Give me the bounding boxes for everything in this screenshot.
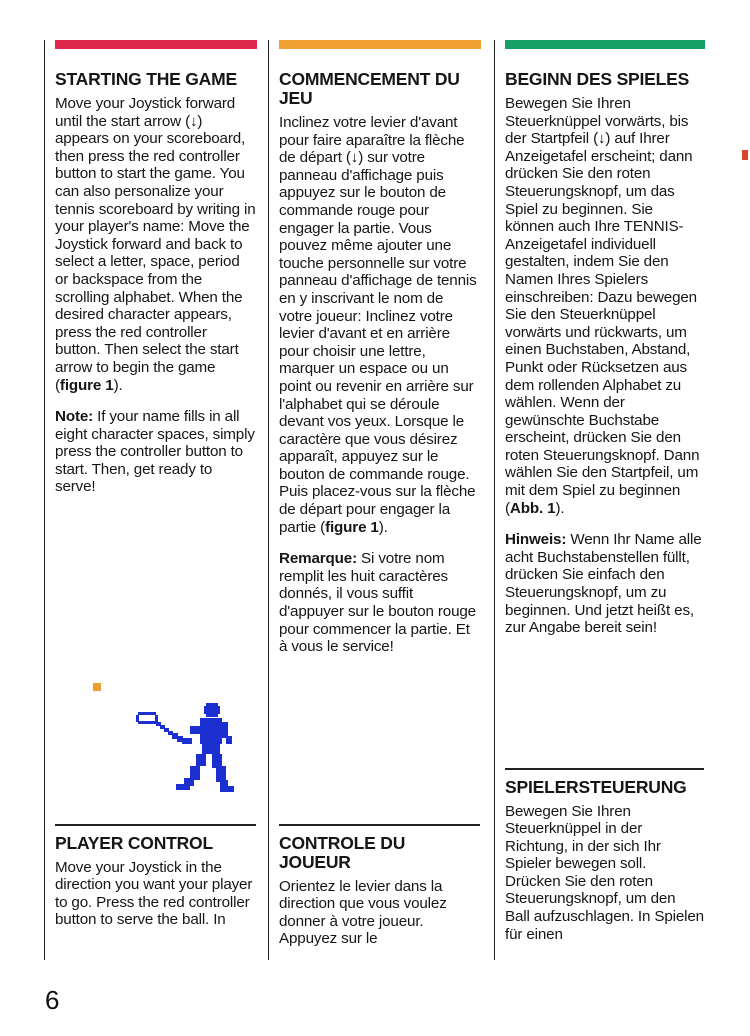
german-heading-2: SPIELERSTEUERUNG xyxy=(505,776,687,797)
french-figure-ref: figure 1 xyxy=(325,518,379,536)
german-section-spielersteuerung xyxy=(505,768,704,943)
german-figure-ref: Abb. 1 xyxy=(509,499,556,517)
french-note: Remarque: Si votre nom remplit les huit caractères donnés, il vous suffit d'appuyer sur le bouton rouge pour commencer la partie. Et à vous le service! xyxy=(279,550,476,656)
divider xyxy=(55,824,256,826)
english-section-player-control xyxy=(55,824,256,929)
french-heading: COMMENCEMENT DU JEU xyxy=(279,69,460,108)
english-color-bar xyxy=(55,40,257,49)
english-section-starting xyxy=(55,70,256,496)
german-body: Bewegen Sie Ihren Steuerknüppel vorwärts, bis der Startpfeil (↓) auf Ihrer Anzeigetafel erscheint; dann drücken Sie den roten Steuerungsknopf, um das Spiel zu beginnen. Sie können auch Ihre TENNIS-Anzeigetafel individuell gestalten, indem Sie den Namen Ihres Spielers einschreiben: Dazu bewegen Sie den Steuerknüppel vorwärts und rückwarts, um einen Buchstaben, Abstand, Punkt oder Rücksetzen aus dem rollenden Alphabet zu wählen. Wenn der gewünschte Buchstabe erscheint, drücken Sie den roten Steuerungsknopf. Dann wählen Sie den Startpfeil, um mit dem Spiel zu beginnen (Abb. 1). xyxy=(505,95,700,517)
tennis-player-icon xyxy=(82,678,262,804)
english-note-label: Note: xyxy=(55,408,94,426)
player-sprite xyxy=(136,703,234,792)
french-section-controle xyxy=(279,824,480,948)
french-heading-2: CONTROLE DU JOUEUR xyxy=(279,832,406,872)
english-body-2: Move your Joystick in the direction you want your player to go. Press the red controller button to serve the ball. In xyxy=(55,858,253,929)
german-section-beginn xyxy=(505,70,704,637)
french-note-label: Remarque: xyxy=(279,550,357,568)
french-section-commencement xyxy=(279,70,480,656)
english-body: Move your Joystick forward until the start arrow (↓) appears on your scoreboard, then press the red controller button to start the game. You can also personalize your tennis scoreboard by writing in your player's name: Move the Joystick forward and back to select a letter, space, period or backspace from the scrolling alphabet. When the desired character appears, press the red controller button. Then select the start arrow to begin the game (figure 1). xyxy=(55,95,256,394)
tennis-ball-icon xyxy=(93,683,101,691)
divider xyxy=(279,824,480,826)
german-note-label: Hinweis: xyxy=(505,531,567,549)
german-heading: BEGINN DES SPIELES xyxy=(505,69,690,89)
english-column xyxy=(44,40,266,960)
english-figure-ref: figure 1 xyxy=(59,376,114,394)
english-note: Note: If your name fills in all eight character spaces, simply press the controller button to start. Then, get ready to serve! xyxy=(55,408,255,496)
german-note: Hinweis: Wenn Ihr Name alle acht Buchstabenstellen füllt, drücken Sie einfach den Steuerungsknopf, um zu beginnen. Und jetzt heißt es, zur Angabe bereit sein! xyxy=(505,531,702,637)
german-column xyxy=(494,40,714,960)
page-edge-mark xyxy=(742,150,748,160)
english-heading: STARTING THE GAME xyxy=(55,69,237,89)
page-number: 6 xyxy=(45,985,60,1015)
german-body-2: Bewegen Sie Ihren Steuerknüppel in der Richtung, in der sich Ihr Spieler bewegen soll. Drücken Sie den roten Steuerungsknopf, um den Ball aufzuschlagen. In Spielen für einen xyxy=(505,802,704,943)
german-color-bar xyxy=(505,40,705,49)
divider xyxy=(505,768,704,770)
french-body: Inclinez votre levier d'avant pour faire aparaître la flèche de départ (↓) sur votre panneau d'affichage puis appuyez sur le bouton de commande rouge pour engager la partie. Vous pouvez même ajouter une touche personnelle sur votre panneau d'affichage de tennis en y inscrivant le nom de votre joueur: Inclinez votre levier d'avant et en arrière pour choisir une lettre, marquer un espace ou un point ou revenir en arrière sur l'alphabet qui se déroule devant vos yeux. Lorsque le caractère que vous désirez apparaît, appuyez sur le bouton de commande rouge. Puis placez-vous sur la flèche de départ pour engager la partie (figure 1). xyxy=(279,114,477,536)
french-color-bar xyxy=(279,40,481,49)
english-heading-2: PLAYER CONTROL xyxy=(55,832,213,853)
french-column xyxy=(268,40,490,960)
french-body-2: Orientez le levier dans la direction que vous voulez donner à votre joueur. Appuyez sur le xyxy=(279,877,447,948)
